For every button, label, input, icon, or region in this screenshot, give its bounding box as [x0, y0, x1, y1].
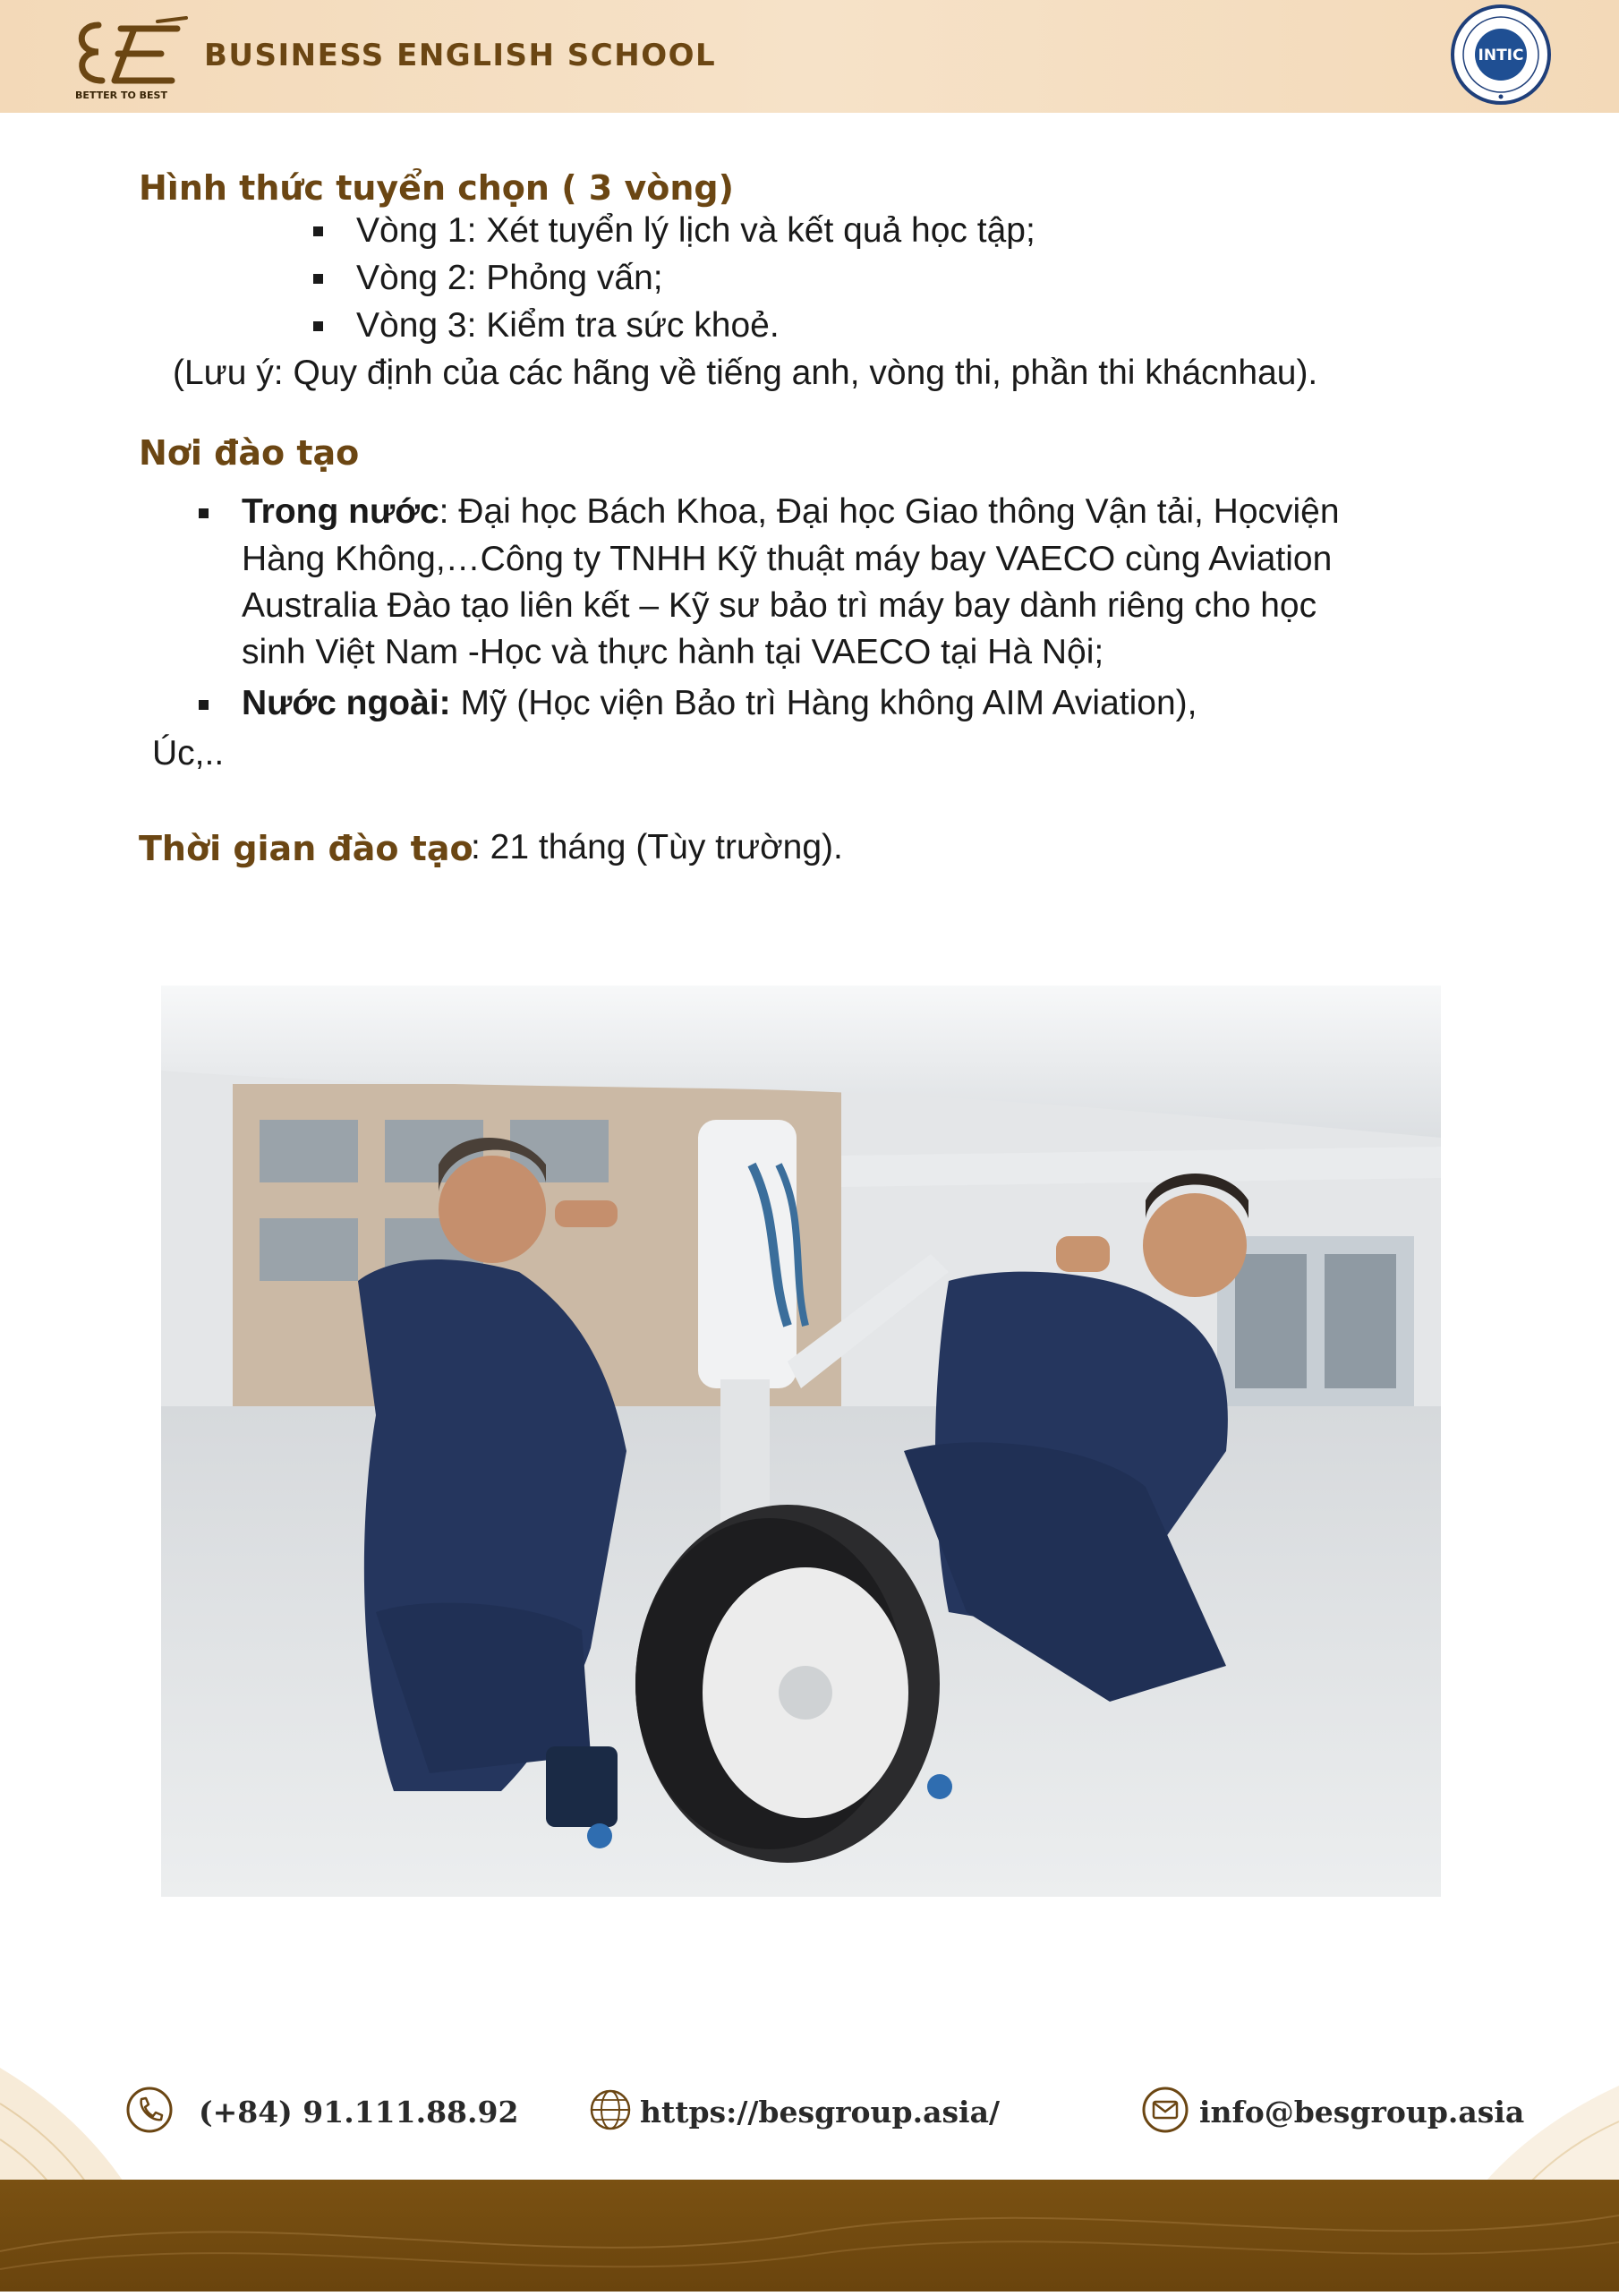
domestic-line-1	[242, 492, 1340, 532]
school-name: BUSINESS ENGLISH SCHOOL	[204, 38, 717, 73]
round-item-2: Vòng 2: Phỏng vấn;	[356, 259, 663, 297]
domestic-line-4: sinh Việt Nam -Học và thực hành tại VAECO tại Hà Nội;	[242, 633, 1104, 671]
footer-band	[0, 2180, 1619, 2292]
badge-label: INTIC	[1478, 47, 1524, 64]
selection-heading: Hình thức tuyển chọn ( 3 vòng)	[139, 168, 734, 208]
footer-phone[interactable]	[125, 2086, 519, 2139]
bullet-marker	[313, 321, 323, 331]
round-item-1: Vòng 1: Xét tuyển lý lịch và kết quả học tập;	[356, 211, 1035, 250]
abroad-continuation: Úc,..	[152, 734, 225, 772]
website-link[interactable]: https://besgroup.asia/	[640, 2095, 1001, 2130]
aircraft-maintenance-photo	[161, 986, 1441, 1897]
domestic-label: Trong nước	[242, 492, 439, 531]
duration-value: : 21 tháng (Tùy trường).	[471, 828, 843, 866]
footer-website[interactable]	[586, 2086, 1016, 2139]
abroad-text: Mỹ (Học viện Bảo trì Hàng không AIM Aviation),	[450, 684, 1197, 722]
abroad-label: Nước ngoài:	[242, 684, 451, 722]
domestic-line-2: Hàng Không,…Công ty TNHH Kỹ thuật máy bay VAECO cùng Aviation	[242, 540, 1333, 578]
page-header	[0, 0, 1619, 113]
footer-email[interactable]	[1141, 2086, 1535, 2139]
selection-note: (Lưu ý: Quy định của các hãng về tiếng anh, vòng thi, phần thi khácnhau).	[173, 354, 1318, 392]
logo-tagline: BETTER TO BEST	[75, 90, 167, 101]
bullet-marker	[313, 274, 323, 284]
intic-badge-icon	[1450, 4, 1552, 106]
bes-logo-icon	[72, 16, 192, 101]
duration-heading: Thời gian đào tạo	[139, 829, 473, 868]
round-item-3: Vòng 3: Kiểm tra sức khoẻ.	[356, 306, 780, 345]
email-address[interactable]: info@besgroup.asia	[1199, 2095, 1525, 2130]
domestic-line-3: Australia Đào tạo liên kết – Kỹ sư bảo trì máy bay dành riêng cho học	[242, 586, 1317, 625]
phone-number: (+84) 91.111.88.92	[199, 2095, 519, 2130]
footer-band-waves	[0, 2180, 1619, 2292]
domestic-text: : Đại học Bách Khoa, Đại học Giao thông Vận tải, Họcviện	[439, 492, 1340, 531]
globe-icon	[586, 2086, 635, 2134]
bullet-marker	[199, 700, 209, 710]
mail-icon	[1141, 2086, 1189, 2134]
phone-icon	[125, 2086, 174, 2134]
bullet-marker	[313, 226, 323, 236]
abroad-line	[242, 684, 1197, 723]
bullet-marker	[199, 508, 209, 518]
training-place-heading: Nơi đào tạo	[139, 433, 360, 473]
